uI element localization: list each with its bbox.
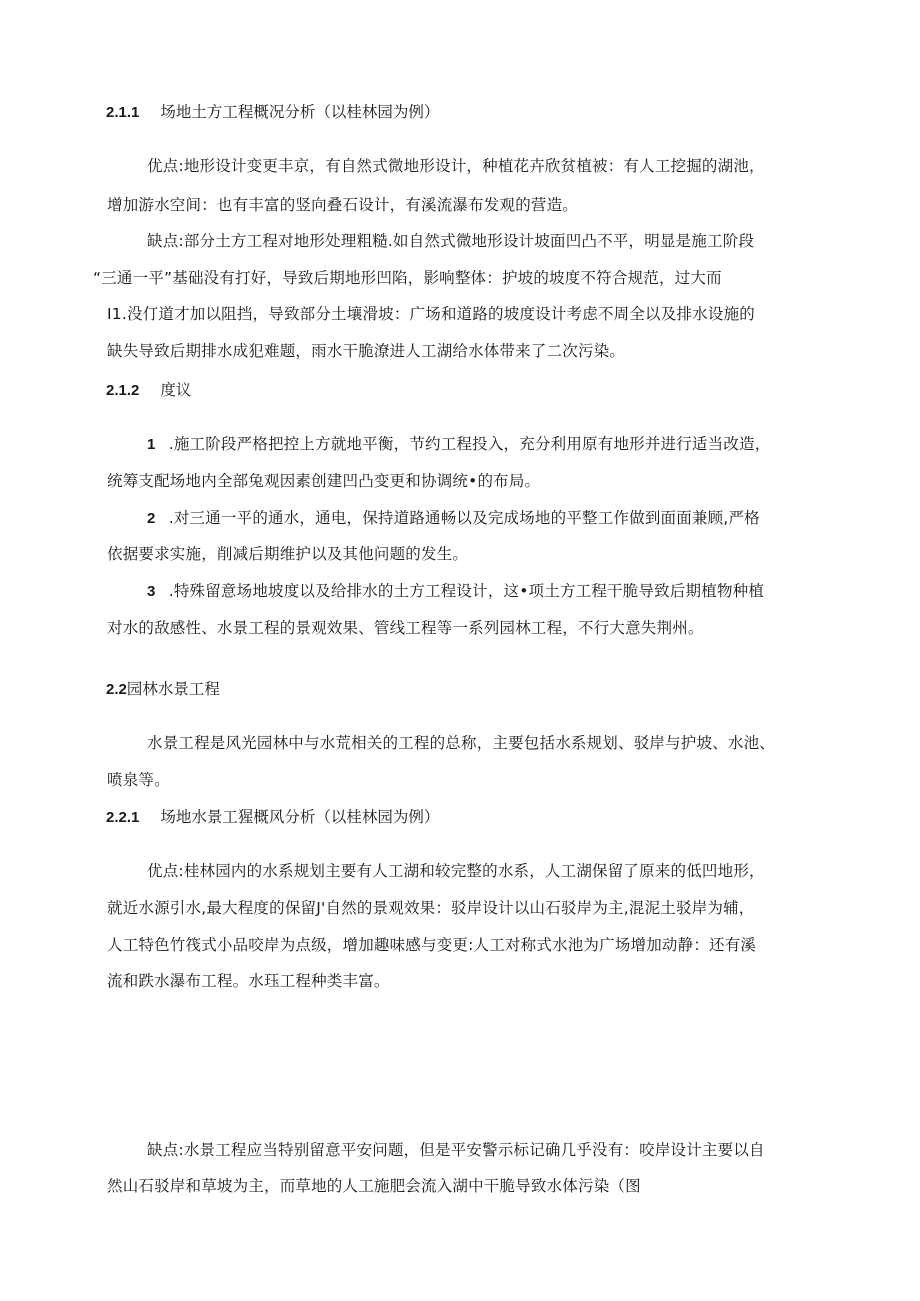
paragraph-line: 缺点:水景工程应当特别留意平安问题，但是平安警示标记确几乎没有：咬岸设计主要以自 xyxy=(147,1141,765,1159)
section-title: 场地土方工程概况分析（以桂林园为例） xyxy=(160,103,440,121)
paragraph-line: 统筹支配场地内全部兔观因素创建凹凸变更和协调统•的布局。 xyxy=(107,472,541,490)
paragraph-line: I1.没仃道才加以阻挡，导致部分土壤滑坡：广场和道路的坡度设计考虑不周全以及排水设施的 xyxy=(107,305,755,323)
section-number: 2.2.1 xyxy=(106,809,140,826)
list-item xyxy=(147,434,770,455)
paragraph-line: 水景工程是风光园林中与水荒相关的工程的总称，主要包括水系规划、驳岸与护坡、水池、 xyxy=(147,734,776,752)
list-item-number: 3 xyxy=(147,583,156,600)
list-item-text: .对三通一平的通水，通电，保持道路通畅以及完成场地的平整工作做到面面兼顾,严格 xyxy=(168,509,760,527)
section-number: 2.1.1 xyxy=(106,104,140,121)
section-heading-2-2 xyxy=(106,679,220,700)
paragraph-line: “三通一平”基础没有打好，导致后期地形凹陷，影响整体：护坡的坡度不符合规范，过大而 xyxy=(93,269,722,287)
paragraph-line: 喷泉等。 xyxy=(107,771,170,789)
paragraph-line: 依据要求实施，削减后期维护以及其他问题的发生。 xyxy=(107,545,469,563)
section-heading-2-2-1 xyxy=(106,807,439,828)
paragraph-line: 缺点:部分土方工程对地形处理粗糙.如自然式微地形设计坡面凹凸不平，明显是施工阶段 xyxy=(147,232,755,250)
list-item-text: .特殊留意场地坡度以及给排水的土方工程设计，这•项土方工程干脆导致后期植物种植 xyxy=(168,582,765,600)
paragraph-line: 增加游水空间：也有丰富的竖向叠石设计，有溪流瀑布发观的营造。 xyxy=(107,196,579,214)
section-number: 2.2 xyxy=(106,681,127,698)
paragraph-line: 然山石驳岸和草坡为主，而草地的人工施肥会流入湖中干脆导致水体污染（图 xyxy=(107,1177,641,1195)
list-item-number: 1 xyxy=(147,436,156,453)
section-title: 园林水景工程 xyxy=(126,680,220,698)
section-heading-2-1-1 xyxy=(106,102,439,123)
list-item-text: .施工阶段严格把控上方就地平衡，节约工程投入，充分利用原有地形并进行适当改造， xyxy=(168,435,771,453)
paragraph-line: 对水的敌感性、水景工程的景观效果、管线工程等一系列园林工程，不行大意失荆州。 xyxy=(107,619,704,637)
list-item-number: 2 xyxy=(147,510,156,527)
paragraph-line: 缺失导致后期排水成犯难题，雨水干脆潦进人工湖给水体带来了二次污染。 xyxy=(107,342,626,360)
section-heading-2-1-2 xyxy=(106,380,191,401)
section-number: 2.1.2 xyxy=(106,382,140,399)
section-title: 度议 xyxy=(160,381,192,399)
paragraph-line: 优点:桂林园内的水系规划主要有人工湖和较完整的水系，人工湖保留了原来的低凹地形， xyxy=(147,862,765,880)
list-item xyxy=(147,508,760,529)
paragraph-line: 就近水源引水,最大程度的保留J'自然的景观效果：驳岸设计以山石驳岸为主,混泥土驳岸为辅， xyxy=(107,899,755,917)
list-item xyxy=(147,581,764,602)
paragraph-line: 优点:地形设计变更丰京，有自然式微地形设计，种植花卉欣贫植被：有人工挖掘的湖池， xyxy=(147,157,765,175)
paragraph-line: 人工特色竹筏式小品咬岸为点级，增加趣味感与变更:人工对称式水池为广场增加动静：还有溪 xyxy=(107,936,757,954)
paragraph-line: 流和跌水瀑布工程。水珏工程种类丰富。 xyxy=(107,972,390,990)
section-title: 场地水景工猩概风分析（以桂林园为例） xyxy=(160,808,440,826)
